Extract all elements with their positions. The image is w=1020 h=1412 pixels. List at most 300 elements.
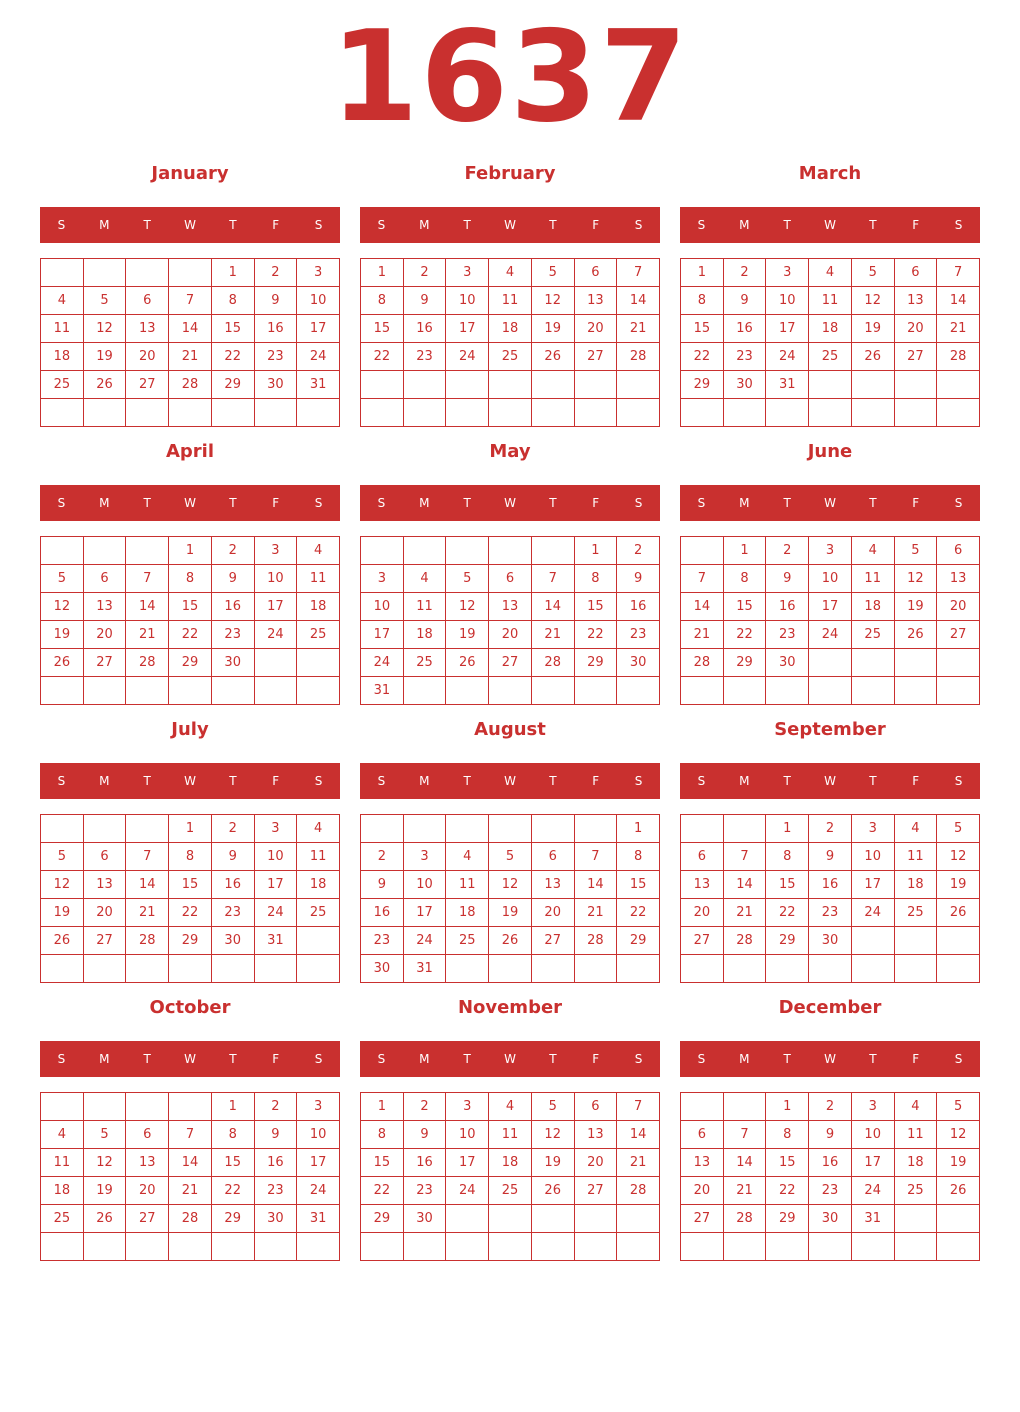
weekday-label: W <box>504 774 516 788</box>
day-cell: 5 <box>84 1121 127 1149</box>
day-cell: 9 <box>255 287 298 315</box>
day-grid <box>680 1092 980 1261</box>
day-cell: 20 <box>126 343 169 371</box>
day-cell: 26 <box>532 343 575 371</box>
day-cell: 19 <box>84 343 127 371</box>
day-cell: 13 <box>489 593 532 621</box>
day-cell: 28 <box>617 343 660 371</box>
empty-day-cell <box>937 955 980 983</box>
empty-day-cell <box>895 927 938 955</box>
empty-day-cell <box>255 1233 298 1261</box>
day-grid <box>680 258 980 427</box>
day-cell: 23 <box>809 899 852 927</box>
day-cell: 17 <box>404 899 447 927</box>
day-cell: 26 <box>852 343 895 371</box>
weekday-header <box>40 763 340 799</box>
weekday-label: T <box>869 218 877 232</box>
empty-day-cell <box>41 815 84 843</box>
day-cell: 18 <box>41 343 84 371</box>
empty-day-cell <box>212 677 255 705</box>
weekday-label: W <box>824 1052 836 1066</box>
day-cell: 1 <box>169 537 212 565</box>
empty-day-cell <box>937 677 980 705</box>
day-cell: 22 <box>575 621 618 649</box>
day-cell: 7 <box>126 843 169 871</box>
day-cell: 27 <box>937 621 980 649</box>
weekday-label: T <box>869 496 877 510</box>
empty-day-cell <box>724 677 767 705</box>
day-cell: 11 <box>41 1149 84 1177</box>
empty-day-cell <box>41 1093 84 1121</box>
day-cell: 9 <box>809 843 852 871</box>
day-cell: 7 <box>681 565 724 593</box>
empty-day-cell <box>575 1205 618 1233</box>
empty-day-cell <box>361 1233 404 1261</box>
day-cell: 30 <box>724 371 767 399</box>
day-cell: 18 <box>489 315 532 343</box>
day-cell: 12 <box>489 871 532 899</box>
day-cell: 29 <box>766 1205 809 1233</box>
day-cell: 15 <box>212 315 255 343</box>
empty-day-cell <box>895 371 938 399</box>
weekday-label: W <box>824 774 836 788</box>
weekday-label: S <box>314 1052 323 1066</box>
month-name: March <box>798 163 862 184</box>
day-cell: 9 <box>724 287 767 315</box>
day-cell: 5 <box>41 843 84 871</box>
day-cell: 16 <box>255 1149 298 1177</box>
day-cell: 13 <box>575 1121 618 1149</box>
empty-day-cell <box>937 649 980 677</box>
weekday-label: T <box>463 1052 471 1066</box>
empty-day-cell <box>532 537 575 565</box>
weekday-label: F <box>592 774 600 788</box>
month-name: May <box>489 441 531 462</box>
day-cell: 10 <box>255 843 298 871</box>
empty-day-cell <box>489 371 532 399</box>
day-cell: 8 <box>361 1121 404 1149</box>
empty-day-cell <box>937 1205 980 1233</box>
day-cell: 28 <box>532 649 575 677</box>
empty-day-cell <box>809 371 852 399</box>
day-cell: 30 <box>212 927 255 955</box>
empty-day-cell <box>852 649 895 677</box>
day-cell: 21 <box>681 621 724 649</box>
day-cell: 24 <box>852 899 895 927</box>
day-cell: 2 <box>255 259 298 287</box>
weekday-label: M <box>739 496 750 510</box>
weekday-label: S <box>314 774 323 788</box>
day-cell: 15 <box>361 315 404 343</box>
day-cell: 3 <box>852 815 895 843</box>
day-cell: 25 <box>809 343 852 371</box>
day-cell: 22 <box>212 343 255 371</box>
day-cell: 19 <box>937 871 980 899</box>
day-cell: 30 <box>255 1205 298 1233</box>
day-cell: 21 <box>617 1149 660 1177</box>
empty-day-cell <box>126 399 169 427</box>
day-cell: 14 <box>169 315 212 343</box>
empty-day-cell <box>895 1205 938 1233</box>
day-cell: 26 <box>937 899 980 927</box>
day-cell: 28 <box>575 927 618 955</box>
day-cell: 2 <box>766 537 809 565</box>
day-cell: 4 <box>895 815 938 843</box>
weekday-label: W <box>504 218 516 232</box>
weekday-label: M <box>99 218 110 232</box>
day-cell: 24 <box>446 343 489 371</box>
empty-day-cell <box>766 399 809 427</box>
empty-day-cell <box>724 1093 767 1121</box>
month-name: December <box>778 997 882 1018</box>
day-cell: 10 <box>404 871 447 899</box>
day-cell: 10 <box>852 1121 895 1149</box>
weekday-label: M <box>419 1052 430 1066</box>
day-cell: 12 <box>84 1149 127 1177</box>
day-grid <box>680 536 980 705</box>
empty-day-cell <box>724 955 767 983</box>
day-cell: 30 <box>809 927 852 955</box>
day-cell: 27 <box>895 343 938 371</box>
day-cell: 12 <box>532 287 575 315</box>
empty-day-cell <box>212 399 255 427</box>
day-cell: 24 <box>446 1177 489 1205</box>
weekday-label: S <box>314 496 323 510</box>
empty-day-cell <box>361 815 404 843</box>
empty-day-cell <box>84 399 127 427</box>
empty-day-cell <box>126 815 169 843</box>
day-cell: 10 <box>297 287 340 315</box>
day-cell: 19 <box>937 1149 980 1177</box>
weekday-label: W <box>824 218 836 232</box>
empty-day-cell <box>895 955 938 983</box>
weekday-label: S <box>314 218 323 232</box>
day-cell: 16 <box>809 1149 852 1177</box>
weekday-label: W <box>504 496 516 510</box>
day-cell: 9 <box>404 287 447 315</box>
day-cell: 30 <box>404 1205 447 1233</box>
empty-day-cell <box>404 537 447 565</box>
empty-day-cell <box>617 677 660 705</box>
day-cell: 18 <box>895 1149 938 1177</box>
day-cell: 1 <box>169 815 212 843</box>
empty-day-cell <box>532 677 575 705</box>
day-cell: 25 <box>41 371 84 399</box>
day-cell: 22 <box>724 621 767 649</box>
day-cell: 10 <box>852 843 895 871</box>
day-cell: 30 <box>766 649 809 677</box>
month-march <box>680 156 980 434</box>
day-cell: 6 <box>681 843 724 871</box>
empty-day-cell <box>724 815 767 843</box>
weekday-label: M <box>99 774 110 788</box>
weekday-label: T <box>783 774 791 788</box>
day-cell: 19 <box>895 593 938 621</box>
day-cell: 8 <box>169 565 212 593</box>
day-cell: 23 <box>255 1177 298 1205</box>
day-cell: 31 <box>766 371 809 399</box>
day-cell: 20 <box>575 315 618 343</box>
day-cell: 25 <box>297 621 340 649</box>
day-grid <box>360 536 660 705</box>
day-cell: 9 <box>766 565 809 593</box>
empty-day-cell <box>41 1233 84 1261</box>
month-april <box>40 434 340 712</box>
month-february <box>360 156 660 434</box>
day-cell: 6 <box>575 1093 618 1121</box>
day-cell: 5 <box>895 537 938 565</box>
day-cell: 15 <box>212 1149 255 1177</box>
empty-day-cell <box>169 1093 212 1121</box>
empty-day-cell <box>532 815 575 843</box>
day-cell: 4 <box>297 815 340 843</box>
empty-day-cell <box>809 677 852 705</box>
month-name: February <box>464 163 556 184</box>
weekday-header <box>360 485 660 521</box>
empty-day-cell <box>361 399 404 427</box>
day-cell: 11 <box>489 287 532 315</box>
day-cell: 7 <box>126 565 169 593</box>
day-cell: 11 <box>489 1121 532 1149</box>
empty-day-cell <box>617 371 660 399</box>
day-cell: 12 <box>532 1121 575 1149</box>
day-grid <box>360 258 660 427</box>
weekday-label: M <box>739 1052 750 1066</box>
weekday-label: T <box>229 218 237 232</box>
empty-day-cell <box>681 1233 724 1261</box>
empty-day-cell <box>852 371 895 399</box>
day-cell: 3 <box>809 537 852 565</box>
day-cell: 3 <box>361 565 404 593</box>
month-may <box>360 434 660 712</box>
weekday-label: T <box>463 774 471 788</box>
empty-day-cell <box>809 649 852 677</box>
day-cell: 20 <box>126 1177 169 1205</box>
month-october <box>40 990 340 1268</box>
day-cell: 11 <box>809 287 852 315</box>
day-cell: 11 <box>895 843 938 871</box>
day-cell: 25 <box>489 343 532 371</box>
day-cell: 27 <box>532 927 575 955</box>
day-grid <box>360 1092 660 1261</box>
day-cell: 19 <box>84 1177 127 1205</box>
empty-day-cell <box>297 927 340 955</box>
day-cell: 28 <box>126 649 169 677</box>
weekday-label: T <box>229 774 237 788</box>
day-cell: 24 <box>297 343 340 371</box>
weekday-label: T <box>549 496 557 510</box>
month-name: July <box>171 719 209 740</box>
day-cell: 17 <box>297 315 340 343</box>
weekday-label: M <box>419 496 430 510</box>
day-cell: 28 <box>724 1205 767 1233</box>
weekday-label: M <box>419 774 430 788</box>
day-cell: 20 <box>489 621 532 649</box>
day-cell: 24 <box>255 899 298 927</box>
weekday-label: S <box>57 1052 66 1066</box>
day-cell: 8 <box>766 1121 809 1149</box>
day-cell: 7 <box>724 843 767 871</box>
day-cell: 20 <box>84 899 127 927</box>
months-grid <box>40 156 980 1268</box>
weekday-label: T <box>783 218 791 232</box>
day-cell: 5 <box>41 565 84 593</box>
empty-day-cell <box>126 1093 169 1121</box>
day-cell: 15 <box>169 871 212 899</box>
empty-day-cell <box>852 677 895 705</box>
empty-day-cell <box>575 1233 618 1261</box>
day-cell: 14 <box>937 287 980 315</box>
day-cell: 19 <box>446 621 489 649</box>
day-cell: 30 <box>255 371 298 399</box>
day-cell: 11 <box>41 315 84 343</box>
empty-day-cell <box>575 677 618 705</box>
empty-day-cell <box>895 1233 938 1261</box>
weekday-label: T <box>549 1052 557 1066</box>
day-cell: 19 <box>41 899 84 927</box>
empty-day-cell <box>809 1233 852 1261</box>
day-cell: 8 <box>212 287 255 315</box>
day-cell: 30 <box>617 649 660 677</box>
day-cell: 11 <box>297 565 340 593</box>
weekday-label: F <box>272 774 280 788</box>
weekday-header <box>360 207 660 243</box>
weekday-label: M <box>99 496 110 510</box>
empty-day-cell <box>297 399 340 427</box>
day-cell: 30 <box>361 955 404 983</box>
empty-day-cell <box>617 1205 660 1233</box>
empty-day-cell <box>404 815 447 843</box>
day-cell: 2 <box>255 1093 298 1121</box>
empty-day-cell <box>169 259 212 287</box>
empty-day-cell <box>169 1233 212 1261</box>
month-november <box>360 990 660 1268</box>
day-cell: 27 <box>681 927 724 955</box>
weekday-label: S <box>634 496 643 510</box>
day-cell: 19 <box>852 315 895 343</box>
month-name: June <box>807 441 853 462</box>
day-cell: 3 <box>255 815 298 843</box>
day-cell: 29 <box>361 1205 404 1233</box>
empty-day-cell <box>84 677 127 705</box>
day-cell: 16 <box>212 593 255 621</box>
weekday-label: T <box>143 774 151 788</box>
day-cell: 31 <box>852 1205 895 1233</box>
empty-day-cell <box>724 399 767 427</box>
weekday-header <box>360 1041 660 1077</box>
month-name: January <box>151 163 229 184</box>
empty-day-cell <box>852 399 895 427</box>
day-cell: 9 <box>212 565 255 593</box>
empty-day-cell <box>169 399 212 427</box>
day-cell: 11 <box>852 565 895 593</box>
weekday-label: F <box>592 1052 600 1066</box>
day-cell: 23 <box>212 899 255 927</box>
empty-day-cell <box>852 955 895 983</box>
weekday-header <box>680 207 980 243</box>
empty-day-cell <box>617 399 660 427</box>
day-cell: 17 <box>809 593 852 621</box>
weekday-label: F <box>272 496 280 510</box>
day-cell: 3 <box>404 843 447 871</box>
weekday-label: S <box>377 774 386 788</box>
empty-day-cell <box>361 537 404 565</box>
empty-day-cell <box>41 537 84 565</box>
weekday-label: S <box>57 218 66 232</box>
weekday-label: T <box>143 1052 151 1066</box>
day-cell: 22 <box>212 1177 255 1205</box>
day-cell: 21 <box>724 899 767 927</box>
day-cell: 12 <box>852 287 895 315</box>
weekday-header <box>680 763 980 799</box>
day-cell: 23 <box>809 1177 852 1205</box>
empty-day-cell <box>84 815 127 843</box>
empty-day-cell <box>724 1233 767 1261</box>
day-cell: 31 <box>361 677 404 705</box>
day-cell: 4 <box>489 1093 532 1121</box>
day-cell: 13 <box>575 287 618 315</box>
empty-day-cell <box>766 955 809 983</box>
weekday-label: F <box>272 1052 280 1066</box>
day-cell: 26 <box>41 649 84 677</box>
empty-day-cell <box>297 677 340 705</box>
day-cell: 6 <box>126 1121 169 1149</box>
day-cell: 11 <box>895 1121 938 1149</box>
day-cell: 6 <box>126 287 169 315</box>
empty-day-cell <box>681 815 724 843</box>
weekday-label: T <box>463 218 471 232</box>
empty-day-cell <box>212 1233 255 1261</box>
month-name: November <box>457 997 563 1018</box>
weekday-label: S <box>954 774 963 788</box>
day-cell: 2 <box>809 1093 852 1121</box>
day-cell: 4 <box>297 537 340 565</box>
weekday-label: S <box>377 1052 386 1066</box>
day-cell: 30 <box>809 1205 852 1233</box>
empty-day-cell <box>446 1205 489 1233</box>
weekday-label: T <box>783 496 791 510</box>
day-cell: 2 <box>724 259 767 287</box>
empty-day-cell <box>404 677 447 705</box>
day-cell: 7 <box>724 1121 767 1149</box>
month-june <box>680 434 980 712</box>
day-cell: 20 <box>575 1149 618 1177</box>
day-cell: 26 <box>84 1205 127 1233</box>
day-cell: 13 <box>681 871 724 899</box>
day-cell: 10 <box>446 287 489 315</box>
day-cell: 8 <box>617 843 660 871</box>
month-july <box>40 712 340 990</box>
day-grid <box>360 814 660 983</box>
day-cell: 3 <box>297 259 340 287</box>
day-cell: 18 <box>809 315 852 343</box>
day-cell: 14 <box>681 593 724 621</box>
empty-day-cell <box>489 1205 532 1233</box>
day-cell: 6 <box>489 565 532 593</box>
weekday-label: T <box>549 218 557 232</box>
day-cell: 25 <box>41 1205 84 1233</box>
day-cell: 27 <box>489 649 532 677</box>
day-cell: 11 <box>297 843 340 871</box>
day-cell: 24 <box>809 621 852 649</box>
empty-day-cell <box>255 399 298 427</box>
day-cell: 6 <box>84 565 127 593</box>
day-cell: 8 <box>681 287 724 315</box>
day-cell: 2 <box>212 537 255 565</box>
empty-day-cell <box>126 1233 169 1261</box>
day-cell: 27 <box>126 1205 169 1233</box>
day-cell: 3 <box>766 259 809 287</box>
